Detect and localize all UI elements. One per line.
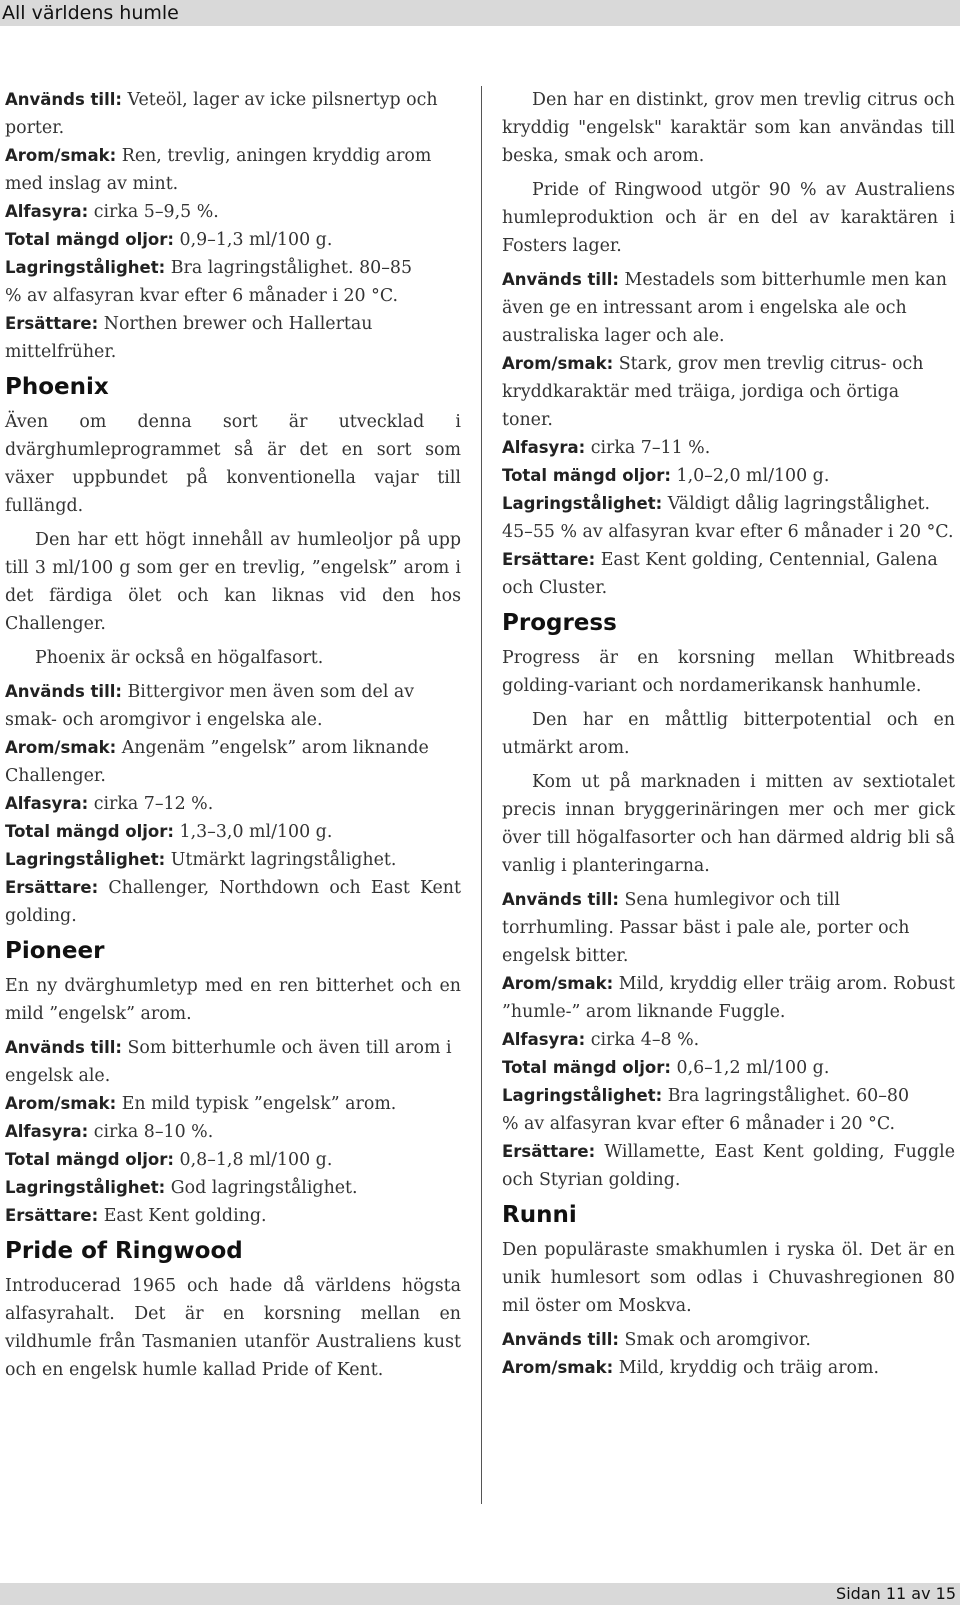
pride-alpha: Alfasyra: cirka 7–11 %. (502, 438, 711, 458)
heading-pioneer: Pioneer (5, 938, 105, 964)
prev-subst: Ersättare: Northen brewer och Hallertau mittelfrüher. (5, 314, 373, 362)
prev-aroma: Arom/smak: Ren, trevlig, aningen kryddig arom med inslag av mint. (5, 146, 432, 194)
heading-runni: Runni (502, 1202, 577, 1228)
phoenix-intro: Även om denna sort är utvecklad i dvärghumleprogrammet så är det en sort som växer uppbundet på konventionella vajar till fullängd. (5, 412, 461, 516)
heading-phoenix: Phoenix (5, 374, 109, 400)
runni-aroma: Arom/smak: Mild, kryddig och träig arom. (502, 1358, 880, 1378)
pioneer-used: Används till: Som bitterhumle och även till arom i engelsk ale. (5, 1038, 452, 1086)
heading-pride-of-ringwood: Pride of Ringwood (5, 1238, 243, 1264)
runni-intro: Den populäraste smakhumlen i ryska öl. Det är en unik humlesort som odlas i Chuvashregionen 80 mil öster om Moskva. (502, 1240, 955, 1316)
column-divider (481, 86, 482, 1504)
phoenix-oil: Total mängd oljor: 1,3–3,0 ml/100 g. (5, 822, 333, 842)
page-footer: Sidan 11 av 15 (0, 1583, 960, 1605)
pioneer-intro: En ny dvärghumletyp med en ren bitterhet och en mild ”engelsk” arom. (5, 976, 461, 1024)
phoenix-alpha: Alfasyra: cirka 7–12 %. (5, 794, 214, 814)
pioneer-storage: Lagringstålighet: God lagringstålighet. (5, 1178, 358, 1198)
phoenix-aroma: Arom/smak: Angenäm ”engelsk” arom liknande Challenger. (5, 738, 429, 786)
phoenix-storage: Lagringstålighet: Utmärkt lagringstålighet. (5, 850, 397, 870)
prev-oil: Total mängd oljor: 0,9–1,3 ml/100 g. (5, 230, 333, 250)
heading-progress: Progress (502, 610, 617, 636)
prev-storage: Lagringstålighet: Bra lagringstålighet. 80–85 % av alfasyran kvar efter 6 månader i 20 °C. (5, 258, 413, 306)
pioneer-oil: Total mängd oljor: 0,8–1,8 ml/100 g. (5, 1150, 333, 1170)
pride-subst: Ersättare: East Kent golding, Centennial, Galena och Cluster. (502, 550, 938, 598)
prev-alpha: Alfasyra: cirka 5–9,5 %. (5, 202, 219, 222)
right-column (502, 86, 955, 1382)
pride-oil: Total mängd oljor: 1,0–2,0 ml/100 g. (502, 466, 830, 486)
pioneer-aroma: Arom/smak: En mild typisk ”engelsk” arom. (5, 1094, 397, 1114)
phoenix-used: Används till: Bittergivor men även som del av smak- och aromgivor i engelska ale. (5, 682, 415, 730)
progress-alpha: Alfasyra: cirka 4–8 %. (502, 1030, 700, 1050)
pride-production: Pride of Ringwood utgör 90 % av Australiens humleproduktion och är en del av karaktären i Fosters lager. (502, 180, 955, 256)
phoenix-oil-text: Den har ett högt innehåll av humleoljor på upp till 3 ml/100 g som ger en trevlig, ”engelsk” arom i det färdiga ölet och kan liknas vid den hos Challenger. (5, 530, 461, 634)
pioneer-subst: Ersättare: East Kent golding. (5, 1206, 267, 1226)
progress-history: Kom ut på marknaden i mitten av sextiotalet precis innan bryggerinäringen mer och mer gick över till högalfasorter och han därmed aldrig bli så vanlig i planteringarna. (502, 772, 955, 876)
progress-oil: Total mängd oljor: 0,6–1,2 ml/100 g. (502, 1058, 830, 1078)
prev-used: Används till: Veteöl, lager av icke pilsnertyp och porter. (5, 90, 438, 138)
pride-character: Den har en distinkt, grov men trevlig citrus och kryddig "engelsk" karaktär som kan användas till beska, smak och arom. (502, 90, 955, 166)
pride-used: Används till: Mestadels som bitterhumle men kan även ge en intressant arom i engelska ale och australiska lager och ale. (502, 270, 947, 346)
pride-aroma: Arom/smak: Stark, grov men trevlig citrus- och kryddkaraktär med träiga, jordiga och örtiga toner. (502, 354, 924, 430)
progress-storage: Lagringstålighet: Bra lagringstålighet. 60–80 % av alfasyran kvar efter 6 månader i 20 °C. (502, 1086, 910, 1134)
pioneer-alpha: Alfasyra: cirka 8–10 %. (5, 1122, 214, 1142)
progress-intro: Progress är en korsning mellan Whitbreads golding-variant och nordamerikansk hanhumle. (502, 648, 955, 696)
pride-storage: Lagringstålighet: Väldigt dålig lagringstålighet. 45–55 % av alfasyran kvar efter 6 månader i 20 °C. (502, 494, 954, 542)
progress-subst: Ersättare: Willamette, East Kent golding, Fuggle och Styrian golding. (502, 1142, 955, 1190)
progress-bitter: Den har en måttlig bitterpotential och en utmärkt arom. (502, 710, 955, 758)
phoenix-high-alpha: Phoenix är också en högalfasort. (35, 648, 324, 668)
progress-aroma: Arom/smak: Mild, kryddig eller träig arom. Robust ”humle-” arom liknande Fuggle. (502, 974, 955, 1022)
page-header: All världens humle (0, 0, 960, 26)
progress-used: Används till: Sena humlegivor och till torrhumling. Passar bäst i pale ale, porter och engelsk bitter. (502, 890, 910, 966)
pride-intro: Introducerad 1965 och hade då världens högsta alfasyrahalt. Det är en korsning mellan en vildhumle från Tasmanien utanför Australiens kust och en engelsk humle kallad Pride of Kent. (5, 1276, 461, 1380)
phoenix-subst: Ersättare: Challenger, Northdown och East Kent golding. (5, 878, 461, 926)
runni-used: Används till: Smak och aromgivor. (502, 1330, 811, 1350)
left-column (5, 86, 461, 1384)
